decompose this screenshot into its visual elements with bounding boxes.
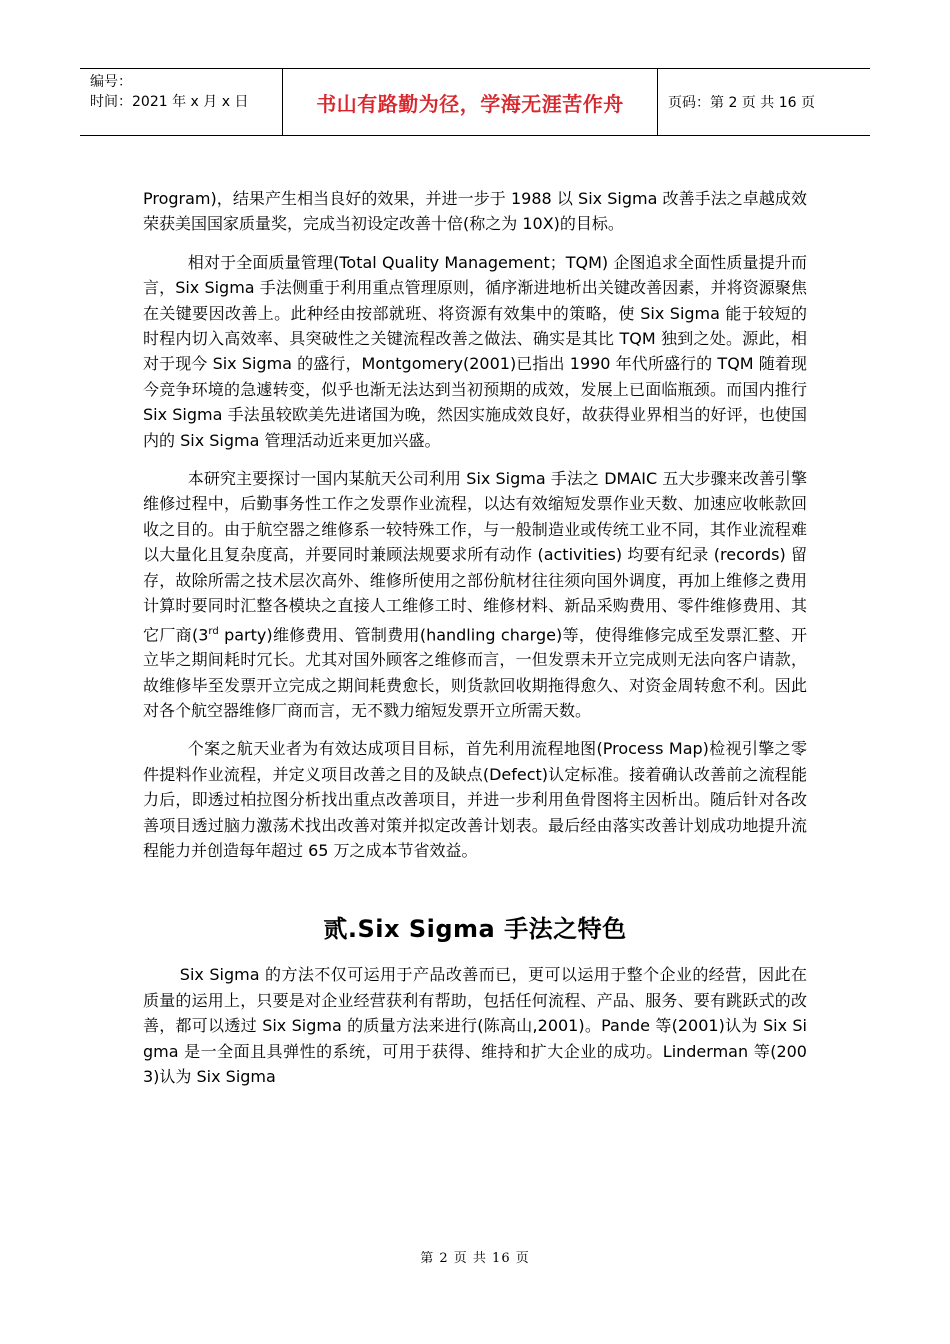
page-header	[80, 68, 870, 136]
time-label: 时间：2021 年 x 月 x 日	[90, 94, 249, 110]
paragraph-3-part-b: party)维修费用、管制费用(handling charge)等，使得维修完成至发票汇整、开立毕之期间耗时冗长。尤其对国外顾客之维修而言，一但发票未开立完成则无法向客户请款，故维修毕至发票开立完成之期间耗费愈长，则货款回收期拖得愈久、对资金周转愈不利。因此对各个航空器维修厂商而言，无不戮力缩短发票开立所需天数。	[143, 624, 807, 721]
paragraph-4: 个案之航天业者为有效达成项目目标，首先利用流程地图(Process Map)检视引擎之零件提料作业流程，并定义项目改善之目的及缺点(Defect)认定标准。接着确认改善前之流程能力后，即透过柏拉图分析找出重点改善项目，并进一步利用鱼骨图将主因析出。随后针对各改善项目透过脑力激荡术找出改善对策并拟定改善计划表。最后经由落实改善计划成功地提升流程能力并创造每年超过 65 万之成本节省效益。	[143, 739, 807, 861]
page-footer: 第 2 页 共 16 页	[420, 1251, 530, 1266]
header-motto: 书山有路勤为径，学海无涯苦作舟	[283, 69, 658, 135]
code-label: 编号：	[90, 74, 132, 90]
paragraph-1: Program)，结果产生相当良好的效果，并进一步于 1988 以 Six Sigma 改善手法之卓越成效荣获美国国家质量奖，完成当初设定改善十倍(称之为 10X)的目标。	[143, 189, 807, 234]
paragraph-3	[143, 466, 807, 723]
ordinal-superscript: rd	[208, 625, 219, 637]
header-meta	[80, 69, 283, 135]
header-page-info: 页码：第 2 页 共 16 页	[668, 95, 815, 111]
document-body	[143, 186, 807, 1090]
section-heading: 贰.Six Sigma 手法之特色	[323, 915, 627, 944]
paragraph-5: Six Sigma 的方法不仅可运用于产品改善而已，更可以运用于整个企业的经营，因此在质量的运用上，只要是对企业经营获利有帮助，包括任何流程、产品、服务、要有跳跃式的改善，都可以透过 Six Sigma 的质量方法来进行(陈高山,2001)。Pande 等(2001)认为 Six Sigma 是一全面且具弹性的系统，可用于获得、维持和扩大企业的成功。Linderman 等(2003)认为 Six Sigma	[143, 965, 807, 1087]
paragraph-3-part-a: 本研究主要探讨一国内某航天公司利用 Six Sigma 手法之 DMAIC 五大步骤来改善引擎维修过程中，后勤事务性工作之发票作业流程，以达有效缩短发票作业天数、加速应收帐款回收之目的。由于航空器之维修系一较特殊工作，与一般制造业或传统工业不同，其作业流程难以大量化且复杂度高，并要同时兼顾法规要求所有动作 (activities) 均要有纪录 (records) 留存，故除所需之技术层次高外、维修所使用之部份航材往往须向国外调度，再加上维修之费用计算时要同时汇整各模块之直接人工维修工时、维修材料、新品采购费用、零件维修费用、其它厂商(3	[143, 469, 807, 644]
paragraph-2: 相对于全面质量管理(Total Quality Management；TQM) 企图追求全面性质量提升而言，Six Sigma 手法侧重于利用重点管理原则，循序渐进地析出关键改善因素，并将资源聚焦在关键要因改善上。此种经由按部就班、将资源有效集中的策略，使 Six Sigma 能于较短的时程内切入高效率、具突破性之关键流程改善之做法、确实是其比 TQM 独到之处。源此，相对于现今 Six Sigma 的盛行，Montgomery(2001)已指出 1990 年代所盛行的 TQM 随着现今竞争环境的急遽转变，似乎也渐无法达到当初预期的成效，发展上已面临瓶颈。而国内推行 Six Sigma 手法虽较欧美先进诸国为晚，然因实施成效良好，故获得业界相当的好评，也使国内的 Six Sigma 管理活动近来更加兴盛。	[143, 252, 807, 450]
